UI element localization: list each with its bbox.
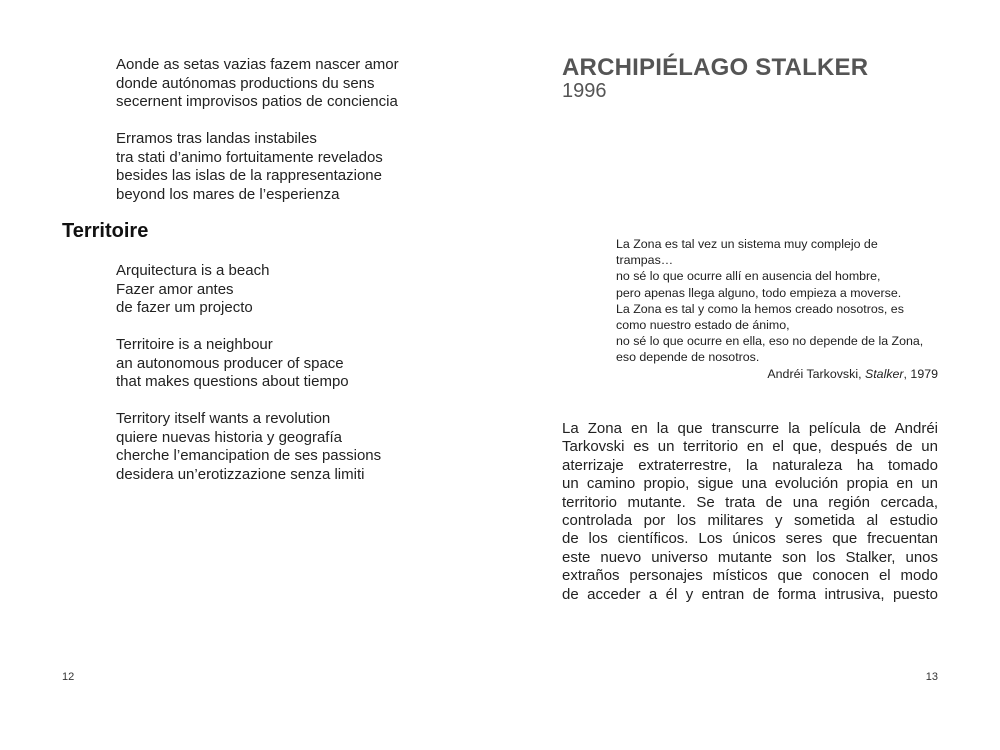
quote-line: no sé lo que ocurre allí en ausencia del hombre, (616, 269, 881, 284)
page-number: 12 (62, 671, 75, 683)
poem-line: beyond los mares de l’esperienza (116, 185, 340, 203)
attribution-year: , 1979 (903, 366, 938, 381)
body-line: territorio mutante. Se trata de una región cercada, (562, 493, 938, 511)
poem-line: cherche l’emancipation de ses passions (116, 447, 382, 465)
poem-line: desidera un’erotizzazione senza limiti (116, 465, 365, 483)
poem-line: Fazer amor antes (116, 280, 234, 298)
body-paragraph (562, 420, 938, 604)
poem-line: Erramos tras landas instabiles (116, 130, 317, 147)
poem-line: de fazer um projecto (116, 299, 253, 317)
chapter-year: 1996 (562, 80, 607, 102)
body-line: La Zona en la que transcurre la película de Andréi (562, 420, 938, 437)
body-line: de los científicos. Los únicos seres que frecuentan (562, 530, 938, 548)
quote-line: La Zona es tal vez un sistema muy complejo de (616, 237, 878, 251)
quote-line: como nuestro estado de ánimo, (616, 318, 790, 333)
quote-line: no sé lo que ocurre en ella, eso no depende de la Zona, (616, 334, 924, 349)
body-line: controlada por los militares y sometida al estudio (562, 512, 938, 530)
poem-stanza (116, 130, 383, 204)
poem-line: that makes questions about tiempo (116, 373, 349, 391)
quote-attribution (616, 366, 938, 382)
quote-line: trampas… (616, 253, 674, 268)
quote-line: La Zona es tal y como la hemos creado nosotros, es (616, 301, 904, 316)
body-line: aterrizaje extraterrestre, la naturaleza ha tomado (562, 456, 938, 474)
quote-line: pero apenas llega alguno, todo empieza a moverse. (616, 285, 902, 300)
attribution-film: Stalker (864, 366, 904, 381)
poem-line: besides las islas de la rappresentazione (116, 167, 382, 185)
poem-line: tra stati d’animo fortuitamente revelados (116, 148, 383, 166)
poem-stanza (116, 410, 381, 484)
poem-line: donde autónomas productions du sens (116, 74, 375, 92)
right-page (500, 0, 1000, 750)
poem-stanza (116, 262, 269, 318)
chapter-title: ARCHIPIÉLAGO STALKER (562, 54, 869, 81)
body-line: Tarkovski es un territorio en el que, después de un (562, 438, 938, 456)
body-line: extraños personajes místicos que conocen el modo (562, 567, 938, 585)
poem-line: quiere nuevas historia y geografía (116, 428, 342, 446)
poem-stanza (116, 56, 399, 112)
poem-line: secernent improvisos patios de conciencia (116, 93, 398, 111)
poem-line: Territory itself wants a revolution (116, 410, 331, 427)
poem-line: Territoire is a neighbour (116, 336, 273, 353)
poem-line: an autonomous producer of space (116, 354, 344, 372)
section-heading: Territoire (62, 220, 149, 242)
body-line: un camino propio, sigue una evolución propia en un (562, 475, 938, 493)
poem-line: Arquitectura is a beach (116, 262, 270, 279)
body-line: este nuevo universo mutante son los Stalker, unos (562, 548, 938, 566)
poem-stanza (116, 336, 349, 392)
body-line: de acceder a él y entran de forma intrusiva, puesto (562, 585, 938, 603)
attribution-author: Andréi Tarkovski, (767, 366, 865, 381)
poem-line: Aonde as setas vazias fazem nascer amor (116, 56, 399, 73)
page-number: 13 (925, 671, 938, 683)
epigraph-quote (616, 236, 938, 382)
quote-line: eso depende de nosotros. (616, 350, 760, 365)
